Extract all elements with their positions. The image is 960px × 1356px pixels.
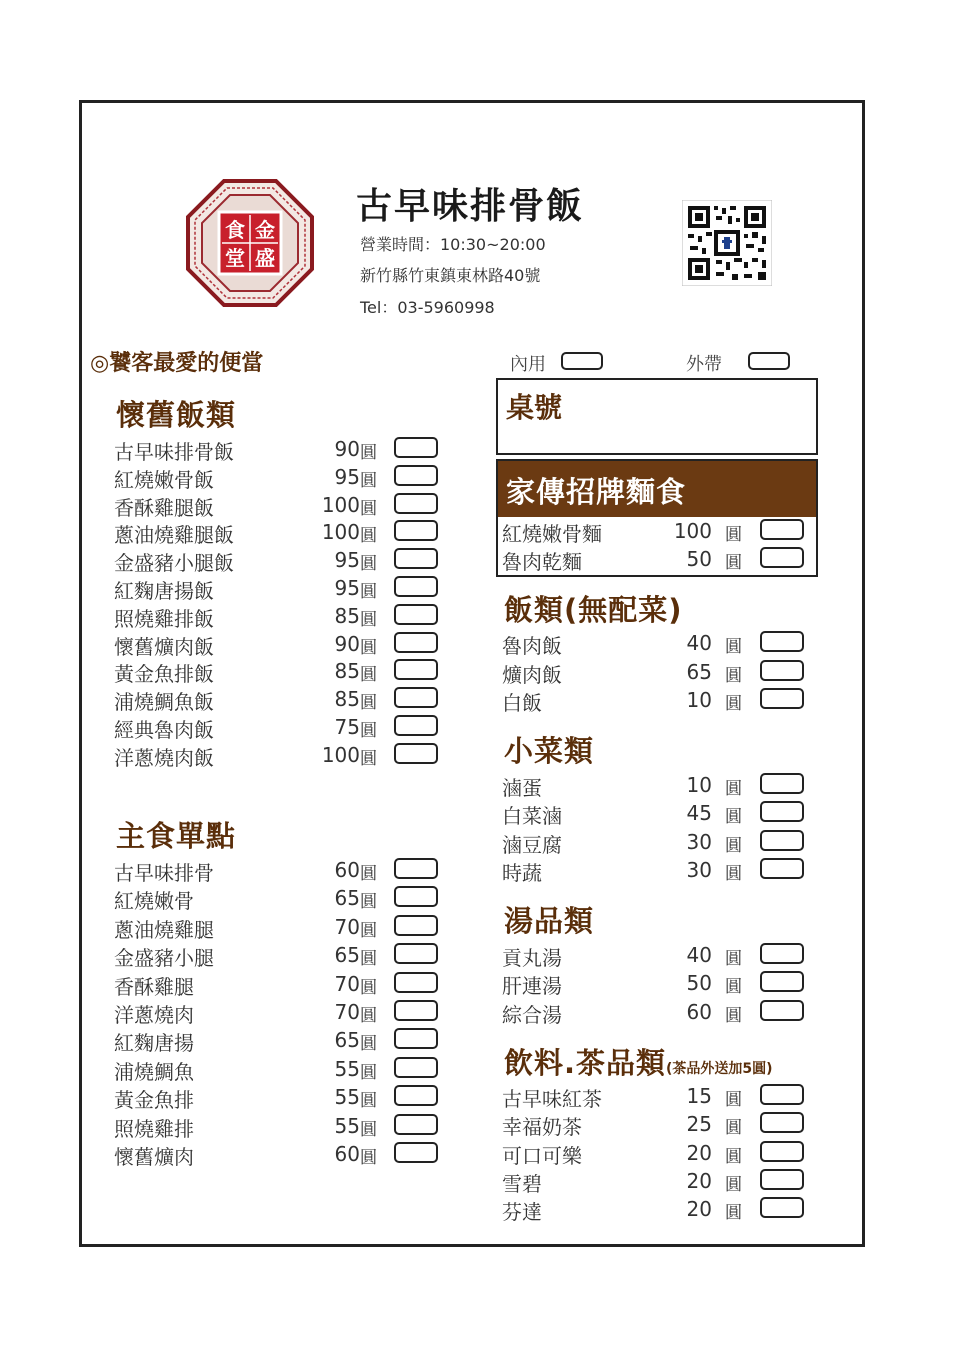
menu-item-name: 紅麴唐揚飯 <box>114 579 214 603</box>
menu-item-row <box>114 1056 442 1084</box>
menu-item-name: 浦燒鯛魚 <box>114 1060 194 1084</box>
quantity-box[interactable] <box>760 688 804 709</box>
currency-unit: 圓 <box>725 977 742 997</box>
currency-unit: 圓 <box>360 749 377 769</box>
currency-unit: 圓 <box>725 666 742 686</box>
menu-item-row <box>502 829 808 857</box>
menu-item-price: 95 <box>334 576 360 600</box>
menu-item-name: 香酥雞腿 <box>114 975 194 999</box>
menu-item-name: 魯肉乾麵 <box>502 550 582 574</box>
menu-item-name: 芬達 <box>502 1200 542 1224</box>
menu-item-row <box>502 942 808 970</box>
currency-unit: 圓 <box>360 864 377 884</box>
menu-item-row <box>114 658 442 686</box>
menu-item-row <box>114 519 442 547</box>
menu-item-row <box>502 1168 808 1196</box>
menu-item-name: 照燒雞排 <box>114 1117 194 1141</box>
menu-item-name: 蔥油燒雞腿飯 <box>114 523 234 547</box>
menu-item-price: 90 <box>334 437 360 461</box>
menu-item-name: 經典魯肉飯 <box>114 718 214 742</box>
menu-item-price: 55 <box>334 1114 360 1138</box>
section-title-soups: 湯品類 <box>504 904 595 938</box>
menu-item-name: 滷豆腐 <box>502 833 562 857</box>
section-title-plain-rice: 飯類(無配菜) <box>504 593 683 627</box>
menu-item-name: 白菜滷 <box>502 804 562 828</box>
menu-item-row <box>502 970 808 998</box>
currency-unit: 圓 <box>725 694 742 714</box>
business-hours: 營業時間：10:30~20:00 <box>360 235 546 254</box>
menu-item-price: 55 <box>334 1057 360 1081</box>
menu-item-row <box>114 857 442 885</box>
menu-item-name: 雪碧 <box>502 1172 542 1196</box>
restaurant-logo <box>186 179 314 307</box>
quantity-box[interactable] <box>394 632 438 653</box>
quantity-box[interactable] <box>394 915 438 936</box>
currency-unit: 圓 <box>360 526 377 546</box>
menu-item-row <box>502 1196 808 1224</box>
menu-item-row <box>502 659 808 687</box>
menu-item-name: 紅麴唐揚 <box>114 1031 194 1055</box>
menu-item-price: 70 <box>334 1000 360 1024</box>
menu-item-row <box>502 999 808 1027</box>
menu-item-row <box>502 1111 808 1139</box>
section-title-mains: 主食單點 <box>116 819 237 853</box>
quantity-box[interactable] <box>760 971 804 992</box>
menu-item-name: 可口可樂 <box>502 1144 582 1168</box>
section-title-noodles: 家傳招牌麵食 <box>506 475 687 509</box>
menu-item-price: 95 <box>334 465 360 489</box>
quantity-box[interactable] <box>394 687 438 708</box>
menu-item-price: 30 <box>686 858 712 882</box>
menu-item-price: 45 <box>686 801 712 825</box>
quantity-box[interactable] <box>394 743 438 764</box>
menu-item-row <box>502 518 808 546</box>
menu-item-name: 貢丸湯 <box>502 946 562 970</box>
currency-unit: 圓 <box>360 582 377 602</box>
tagline: ◎饕客最愛的便當 <box>90 351 264 376</box>
quantity-box[interactable] <box>394 1000 438 1021</box>
currency-unit: 圓 <box>360 892 377 912</box>
phone: Tel：03-5960998 <box>360 298 495 317</box>
menu-item-price: 100 <box>321 493 360 517</box>
quantity-box[interactable] <box>760 1141 804 1162</box>
currency-unit: 圓 <box>725 779 742 799</box>
menu-item-price: 10 <box>686 773 712 797</box>
logo-char-1: 食 <box>225 218 245 242</box>
menu-item-name: 懷舊爌肉 <box>114 1145 194 1169</box>
menu-item-price: 65 <box>334 943 360 967</box>
section-title-drinks <box>504 1041 773 1082</box>
quantity-box[interactable] <box>760 631 804 652</box>
table-number-field[interactable] <box>496 378 818 455</box>
currency-unit: 圓 <box>360 1063 377 1083</box>
menu-item-name: 黃金魚排飯 <box>114 662 214 686</box>
menu-item-row <box>114 942 442 970</box>
table-number-label: 桌號 <box>506 391 563 424</box>
quantity-box[interactable] <box>760 858 804 879</box>
currency-unit: 圓 <box>360 693 377 713</box>
noodles-header <box>498 461 816 517</box>
quantity-box[interactable] <box>394 1085 438 1106</box>
menu-item-price: 20 <box>686 1141 712 1165</box>
quantity-box[interactable] <box>760 660 804 681</box>
quantity-box[interactable] <box>760 1084 804 1105</box>
menu-item-name: 古早味排骨飯 <box>114 440 234 464</box>
currency-unit: 圓 <box>725 1203 742 1223</box>
currency-unit: 圓 <box>725 949 742 969</box>
quantity-box[interactable] <box>760 1112 804 1133</box>
menu-item-name: 金盛豬小腿飯 <box>114 551 234 575</box>
menu-item-row <box>114 464 442 492</box>
menu-item-row <box>114 492 442 520</box>
quantity-box[interactable] <box>760 943 804 964</box>
menu-item-row <box>114 603 442 631</box>
menu-item-price: 40 <box>686 631 712 655</box>
menu-item-price: 20 <box>686 1197 712 1221</box>
currency-unit: 圓 <box>360 499 377 519</box>
menu-item-row <box>114 1113 442 1141</box>
menu-item-price: 10 <box>686 688 712 712</box>
quantity-box[interactable] <box>760 1169 804 1190</box>
menu-item-name: 魯肉飯 <box>502 634 562 658</box>
menu-item-name: 懷舊爌肉飯 <box>114 635 214 659</box>
menu-item-row <box>114 631 442 659</box>
currency-unit: 圓 <box>725 1090 742 1110</box>
menu-item-row <box>114 742 442 770</box>
menu-item-name: 白飯 <box>502 691 542 715</box>
dine-in-checkbox[interactable] <box>561 352 603 370</box>
logo-char-3: 堂 <box>225 246 245 270</box>
menu-item-price: 65 <box>334 1028 360 1052</box>
menu-item-price: 20 <box>686 1169 712 1193</box>
quantity-box[interactable] <box>394 858 438 879</box>
menu-item-row <box>502 687 808 715</box>
menu-item-price: 70 <box>334 972 360 996</box>
quantity-box[interactable] <box>760 830 804 851</box>
currency-unit: 圓 <box>360 1120 377 1140</box>
currency-unit: 圓 <box>360 1006 377 1026</box>
menu-item-row <box>114 575 442 603</box>
drinks-delivery-note: (茶品外送加5圓) <box>666 1061 773 1077</box>
section-title-rice: 懷舊飯類 <box>116 398 237 432</box>
quantity-box[interactable] <box>394 886 438 907</box>
logo-char-2: 金 <box>255 218 275 242</box>
menu-item-row <box>114 885 442 913</box>
menu-item-row <box>114 1027 442 1055</box>
quantity-box[interactable] <box>760 773 804 794</box>
menu-item-name: 黃金魚排 <box>114 1088 194 1112</box>
currency-unit: 圓 <box>360 1148 377 1168</box>
currency-unit: 圓 <box>360 554 377 574</box>
quantity-box[interactable] <box>394 465 438 486</box>
menu-item-name: 金盛豬小腿 <box>114 946 214 970</box>
address: 新竹縣竹東鎮東林路40號 <box>360 266 541 285</box>
quantity-box[interactable] <box>394 520 438 541</box>
menu-item-price: 85 <box>334 604 360 628</box>
menu-item-price: 85 <box>334 659 360 683</box>
menu-item-price: 60 <box>334 1142 360 1166</box>
quantity-box[interactable] <box>394 604 438 625</box>
currency-unit: 圓 <box>360 921 377 941</box>
quantity-box[interactable] <box>394 659 438 680</box>
currency-unit: 圓 <box>360 949 377 969</box>
qr-code[interactable] <box>682 200 772 286</box>
menu-item-name: 洋蔥燒肉 <box>114 1003 194 1027</box>
menu-item-price: 50 <box>686 971 712 995</box>
logo-char-4: 盛 <box>255 246 275 270</box>
menu-item-price: 65 <box>686 660 712 684</box>
menu-item-price: 100 <box>673 519 712 543</box>
menu-item-price: 90 <box>334 632 360 656</box>
menu-item-row <box>114 547 442 575</box>
menu-item-price: 95 <box>334 548 360 572</box>
quantity-box[interactable] <box>394 943 438 964</box>
menu-item-price: 85 <box>334 687 360 711</box>
quantity-box[interactable] <box>760 547 804 568</box>
currency-unit: 圓 <box>360 610 377 630</box>
menu-item-price: 75 <box>334 715 360 739</box>
menu-item-price: 25 <box>686 1112 712 1136</box>
currency-unit: 圓 <box>725 836 742 856</box>
dine-in-label: 內用 <box>510 354 546 375</box>
menu-item-price: 30 <box>686 830 712 854</box>
menu-item-name: 時蔬 <box>502 861 542 885</box>
quantity-box[interactable] <box>394 1057 438 1078</box>
menu-item-price: 40 <box>686 943 712 967</box>
menu-item-name: 滷蛋 <box>502 776 542 800</box>
menu-item-name: 綜合湯 <box>502 1003 562 1027</box>
menu-item-price: 50 <box>686 547 712 571</box>
menu-item-name: 紅燒嫩骨麵 <box>502 522 602 546</box>
menu-item-price: 60 <box>686 1000 712 1024</box>
menu-item-price: 100 <box>321 743 360 767</box>
currency-unit: 圓 <box>725 1006 742 1026</box>
menu-item-row <box>114 436 442 464</box>
menu-item-price: 55 <box>334 1085 360 1109</box>
menu-item-name: 幸福奶茶 <box>502 1115 582 1139</box>
quantity-box[interactable] <box>394 972 438 993</box>
menu-item-row <box>502 1140 808 1168</box>
shop-name: 古早味排骨飯 <box>356 185 585 227</box>
menu-item-row <box>114 714 442 742</box>
menu-item-name: 洋蔥燒肉飯 <box>114 746 214 770</box>
menu-item-price: 15 <box>686 1084 712 1108</box>
menu-item-name: 肝連湯 <box>502 974 562 998</box>
menu-item-row <box>502 800 808 828</box>
menu-item-row <box>502 630 808 658</box>
menu-item-row <box>502 857 808 885</box>
currency-unit: 圓 <box>360 638 377 658</box>
currency-unit: 圓 <box>725 553 742 573</box>
menu-item-row <box>114 1084 442 1112</box>
currency-unit: 圓 <box>725 1118 742 1138</box>
currency-unit: 圓 <box>360 1034 377 1054</box>
currency-unit: 圓 <box>725 807 742 827</box>
currency-unit: 圓 <box>360 471 377 491</box>
quantity-box[interactable] <box>394 548 438 569</box>
quantity-box[interactable] <box>760 801 804 822</box>
currency-unit: 圓 <box>360 1091 377 1111</box>
takeout-label: 外帶 <box>686 354 722 375</box>
quantity-box[interactable] <box>394 1028 438 1049</box>
quantity-box[interactable] <box>394 1142 438 1163</box>
menu-item-row <box>502 772 808 800</box>
currency-unit: 圓 <box>725 637 742 657</box>
quantity-box[interactable] <box>760 519 804 540</box>
menu-item-name: 紅燒嫩骨飯 <box>114 468 214 492</box>
currency-unit: 圓 <box>360 978 377 998</box>
menu-item-name: 爌肉飯 <box>502 663 562 687</box>
currency-unit: 圓 <box>360 443 377 463</box>
menu-item-row <box>114 999 442 1027</box>
currency-unit: 圓 <box>725 1175 742 1195</box>
quantity-box[interactable] <box>394 715 438 736</box>
quantity-box[interactable] <box>394 493 438 514</box>
quantity-box[interactable] <box>394 1114 438 1135</box>
currency-unit: 圓 <box>725 525 742 545</box>
menu-item-row <box>502 546 808 574</box>
takeout-checkbox[interactable] <box>748 352 790 370</box>
menu-item-row <box>502 1083 808 1111</box>
quantity-box[interactable] <box>760 1197 804 1218</box>
currency-unit: 圓 <box>360 721 377 741</box>
menu-item-name: 照燒雞排飯 <box>114 607 214 631</box>
currency-unit: 圓 <box>725 1147 742 1167</box>
currency-unit: 圓 <box>360 665 377 685</box>
menu-item-price: 65 <box>334 886 360 910</box>
currency-unit: 圓 <box>725 864 742 884</box>
menu-item-name: 香酥雞腿飯 <box>114 496 214 520</box>
menu-item-name: 蔥油燒雞腿 <box>114 918 214 942</box>
menu-item-price: 70 <box>334 915 360 939</box>
quantity-box[interactable] <box>394 576 438 597</box>
menu-item-price: 60 <box>334 858 360 882</box>
menu-item-name: 浦燒鯛魚飯 <box>114 690 214 714</box>
menu-item-name: 紅燒嫩骨 <box>114 889 194 913</box>
menu-item-row <box>114 1141 442 1169</box>
quantity-box[interactable] <box>394 437 438 458</box>
menu-item-name: 古早味紅茶 <box>502 1087 602 1111</box>
quantity-box[interactable] <box>760 1000 804 1021</box>
menu-item-row <box>114 971 442 999</box>
drinks-title-text: 飲料.茶品類 <box>504 1046 667 1080</box>
section-title-sides: 小菜類 <box>504 734 595 768</box>
menu-item-row <box>114 686 442 714</box>
menu-item-price: 100 <box>321 520 360 544</box>
menu-item-name: 古早味排骨 <box>114 861 214 885</box>
menu-item-row <box>114 914 442 942</box>
